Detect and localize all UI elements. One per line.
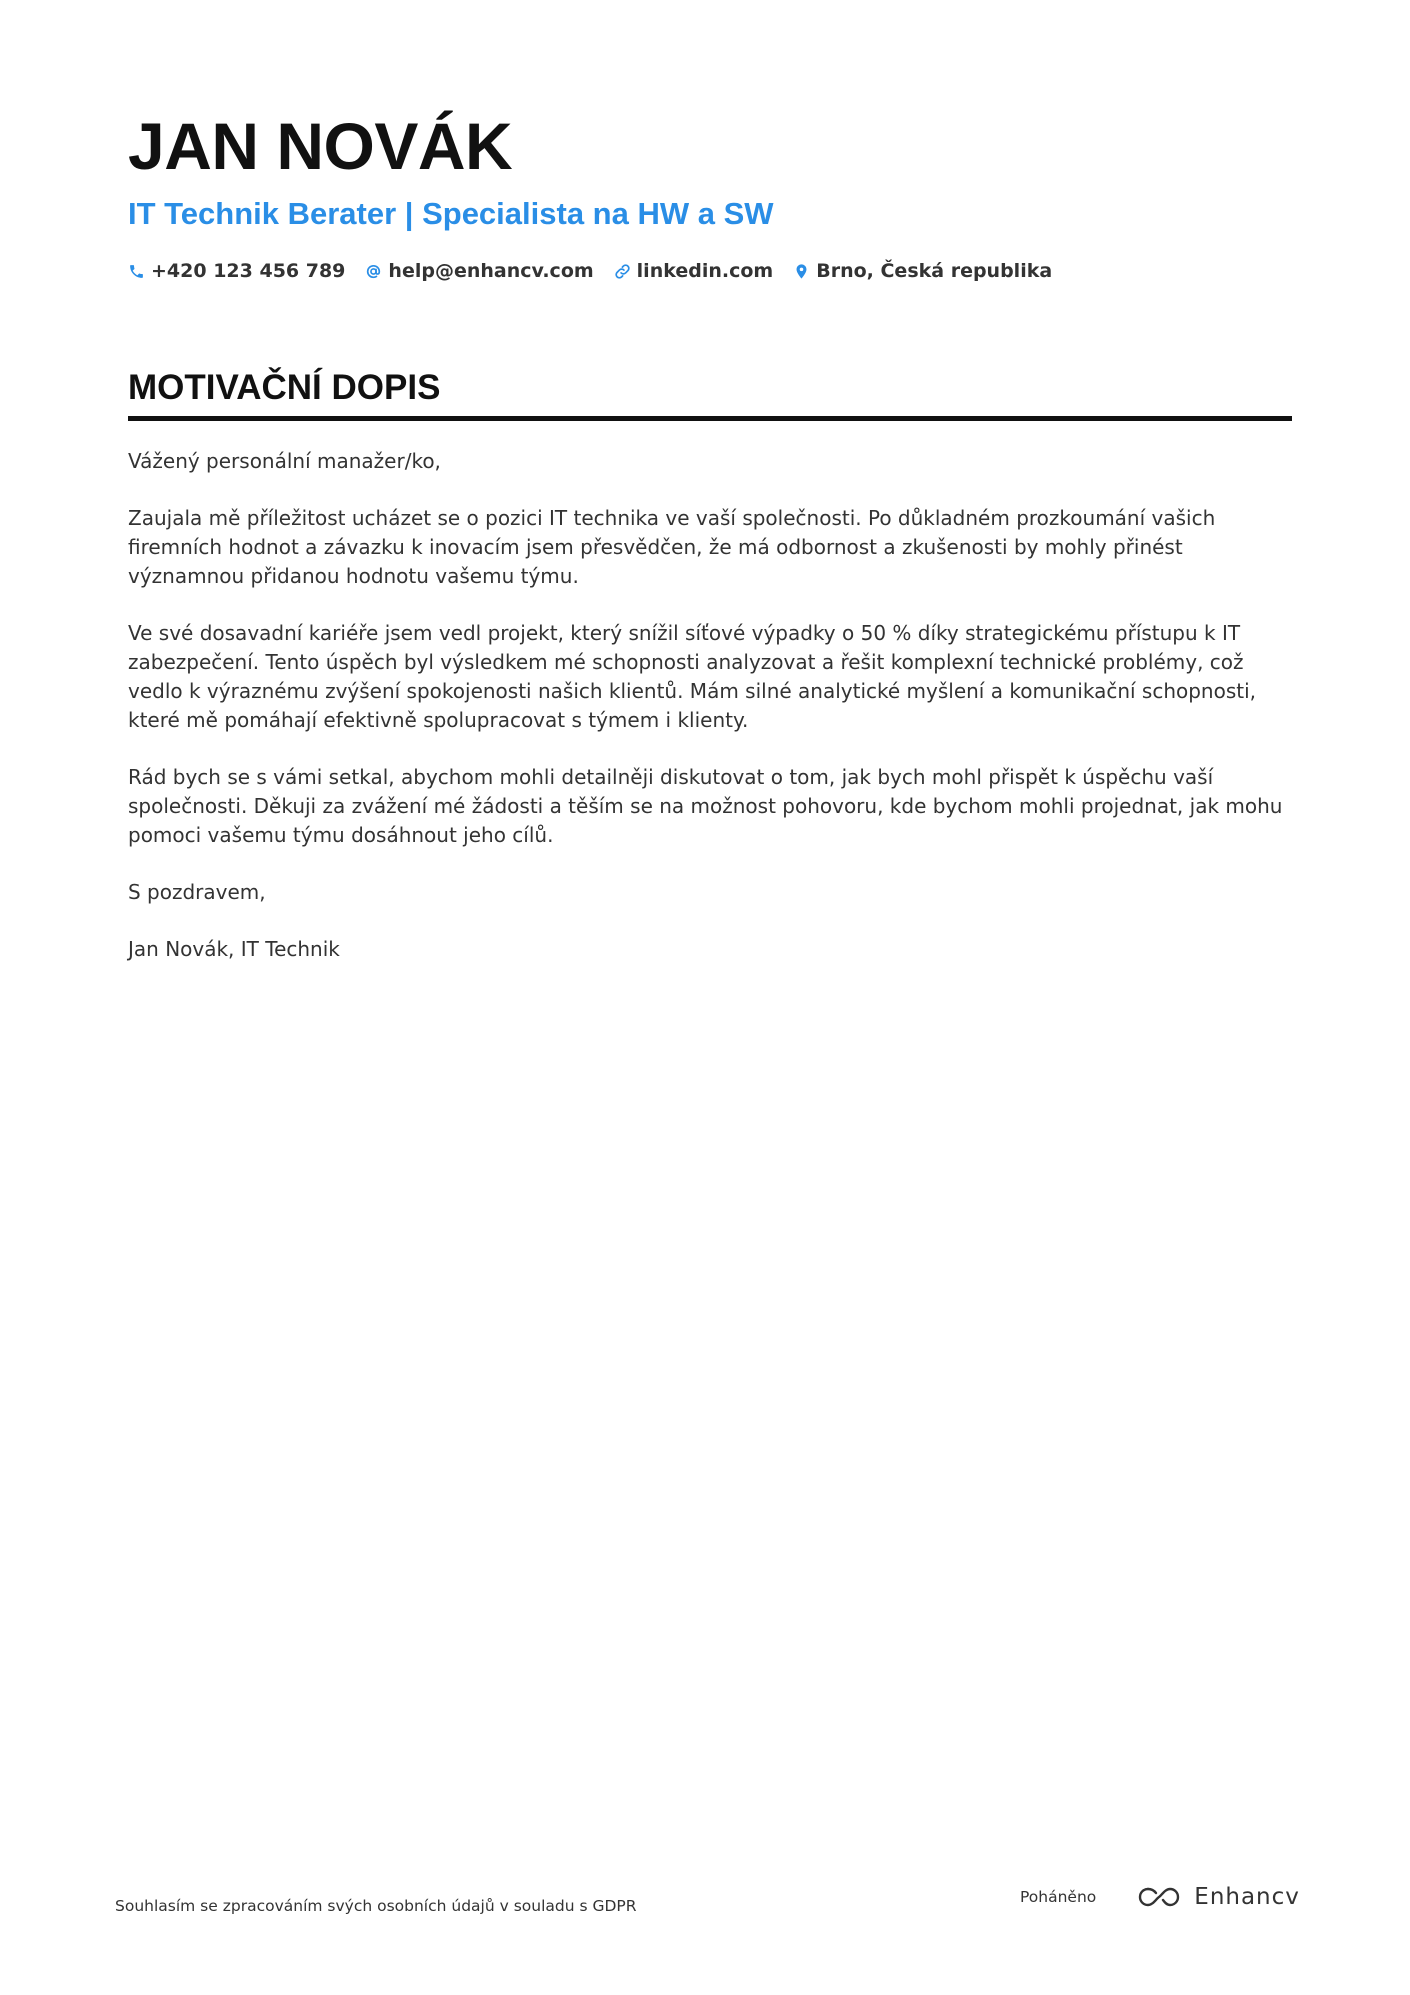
enhancv-logo[interactable] — [1136, 1884, 1300, 1910]
letter-paragraph: Zaujala mě příležitost ucházet se o pozici IT technika ve vaší společnosti. Po důkladném prozkoumání vašich firemních hodnot a závazku k inovacím jsem přesvědčen, že má odbornost a zkušenosti by mohly přinést významnou přidanou hodnotu vašemu týmu. — [128, 506, 1216, 588]
contact-phone-text: +420 123 456 789 — [151, 260, 346, 282]
section-divider — [128, 416, 1292, 421]
letter-greeting: Vážený personální manažer/ko, — [128, 449, 441, 473]
link-icon — [614, 263, 631, 280]
contact-linkedin-text: linkedin.com — [636, 260, 774, 282]
contact-linkedin[interactable] — [614, 260, 774, 282]
enhancv-infinity-icon — [1136, 1884, 1182, 1910]
footer-branding — [1020, 1884, 1300, 1910]
enhancv-brand-text: Enhancv — [1194, 1884, 1300, 1910]
header — [128, 108, 1292, 282]
contact-location — [793, 260, 1052, 282]
letter-signature: Jan Novák, IT Technik — [128, 937, 340, 961]
contact-location-text: Brno, Česká republika — [816, 260, 1053, 282]
at-icon — [365, 263, 382, 280]
contact-phone — [128, 260, 345, 282]
letter-closing: S pozdravem, — [128, 880, 266, 904]
section-title: MOTIVAČNÍ DOPIS — [128, 368, 441, 407]
letter-paragraph: Ve své dosavadní kariéře jsem vedl projekt, který snížil síťové výpadky o 50 % díky strategickému přístupu k IT zabezpečení. Tento úspěch byl výsledkem mé schopnosti analyzovat a řešit komplexní technické problémy, což vedlo k výraznému zvýšení spokojenosti našich klientů. Mám silné analytické myšlení a komunikační schopnosti, které mě pomáhají efektivně spolupracovat s týmem i klienty. — [128, 621, 1257, 732]
gdpr-consent: Souhlasím se zpracováním svých osobních údajů v souladu s GDPR — [115, 1897, 637, 1915]
candidate-name: JAN NOVÁK — [128, 109, 513, 183]
contact-email-text: help@enhancv.com — [388, 260, 594, 282]
powered-by-label: Poháněno — [1020, 1888, 1097, 1906]
contact-email[interactable] — [365, 260, 593, 282]
location-pin-icon — [793, 263, 810, 280]
phone-icon — [128, 263, 145, 280]
candidate-title: IT Technik Berater | Specialista na HW a SW — [128, 196, 774, 231]
letter-body — [128, 447, 1292, 964]
letter-paragraph: Rád bych se s vámi setkal, abychom mohli detailněji diskutovat o tom, jak bych mohl přispět k úspěchu vaší společnosti. Děkuji za zvážení mé žádosti a těším se na možnost pohovoru, kde bychom mohli projednat, jak mohu pomoci vašemu týmu dosáhnout jeho cílů. — [128, 765, 1283, 847]
letter-section — [128, 364, 1292, 992]
contact-bar — [128, 260, 1292, 282]
